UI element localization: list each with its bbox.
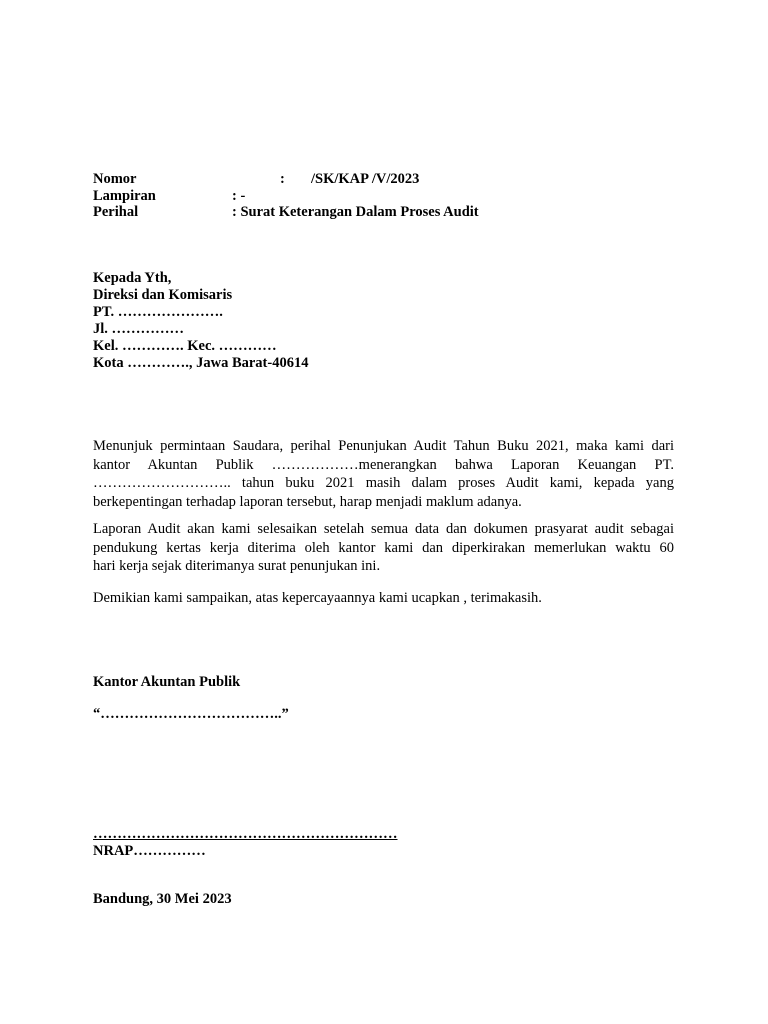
body-paragraph-2 — [93, 520, 674, 576]
nomor-value: /SK/KAP /V/2023 — [311, 171, 420, 187]
address-line-recipient: Direksi dan Komisaris — [93, 287, 233, 303]
paragraph-2-line-1: Laporan Audit akan kami selesaikan setelah semua data dan dokumen prasyarat audit sebagai — [93, 521, 674, 537]
body-paragraph-1 — [93, 437, 674, 511]
lampiran-label: Lampiran — [93, 188, 156, 204]
address-line-company: PT. …………………. — [93, 304, 223, 320]
paragraph-2-line-2: pendukung kertas kerja diterima oleh kantor kami dan diperkirakan memerlukan waktu 60 — [93, 539, 674, 556]
place-date: Bandung, 30 Mei 2023 — [93, 891, 232, 907]
nomor-label: Nomor — [93, 171, 137, 187]
office-label: Kantor Akuntan Publik — [93, 674, 241, 690]
nomor-colon: : — [280, 171, 285, 187]
address-line-street: Jl. …………… — [93, 321, 185, 337]
perihal-value: : Surat Keterangan Dalam Proses Audit — [232, 204, 479, 220]
perihal-label: Perihal — [93, 204, 139, 220]
paragraph-2-line-3: hari kerja sejak diterimanya surat penunjukan ini. — [93, 558, 381, 574]
paragraph-3-line-1: Demikian kami sampaikan, atas kepercayaannya kami ucapkan , terimakasih. — [93, 590, 542, 606]
signer-name-line: ……………………………………………………… — [93, 826, 398, 842]
address-line-city: Kota …………., Jawa Barat-40614 — [93, 355, 309, 371]
paragraph-1-line-2: kantor Akuntan Publik ………………menerangkan bahwa Laporan Keuangan PT. — [93, 456, 674, 473]
paragraph-1-line-3: ……………………….. tahun buku 2021 masih dalam proses Audit kami, kepada yang — [93, 475, 674, 491]
address-line-salutation: Kepada Yth, — [93, 270, 172, 286]
paragraph-1-line-4: berkepentingan terhadap laporan tersebut, harap menjadi maklum adanya. — [93, 493, 522, 510]
address-line-district: Kel. …………. Kec. ………… — [93, 338, 277, 354]
recipient-address — [93, 270, 308, 372]
lampiran-value: : - — [232, 188, 246, 204]
office-name-placeholder: “………………………………..” — [93, 706, 289, 722]
paragraph-1-line-1: Menunjuk permintaan Saudara, perihal Penunjukan Audit Tahun Buku 2021, maka kami dari — [93, 438, 674, 454]
nrap-label: NRAP…………… — [93, 843, 206, 859]
body-paragraph-3 — [93, 589, 674, 608]
